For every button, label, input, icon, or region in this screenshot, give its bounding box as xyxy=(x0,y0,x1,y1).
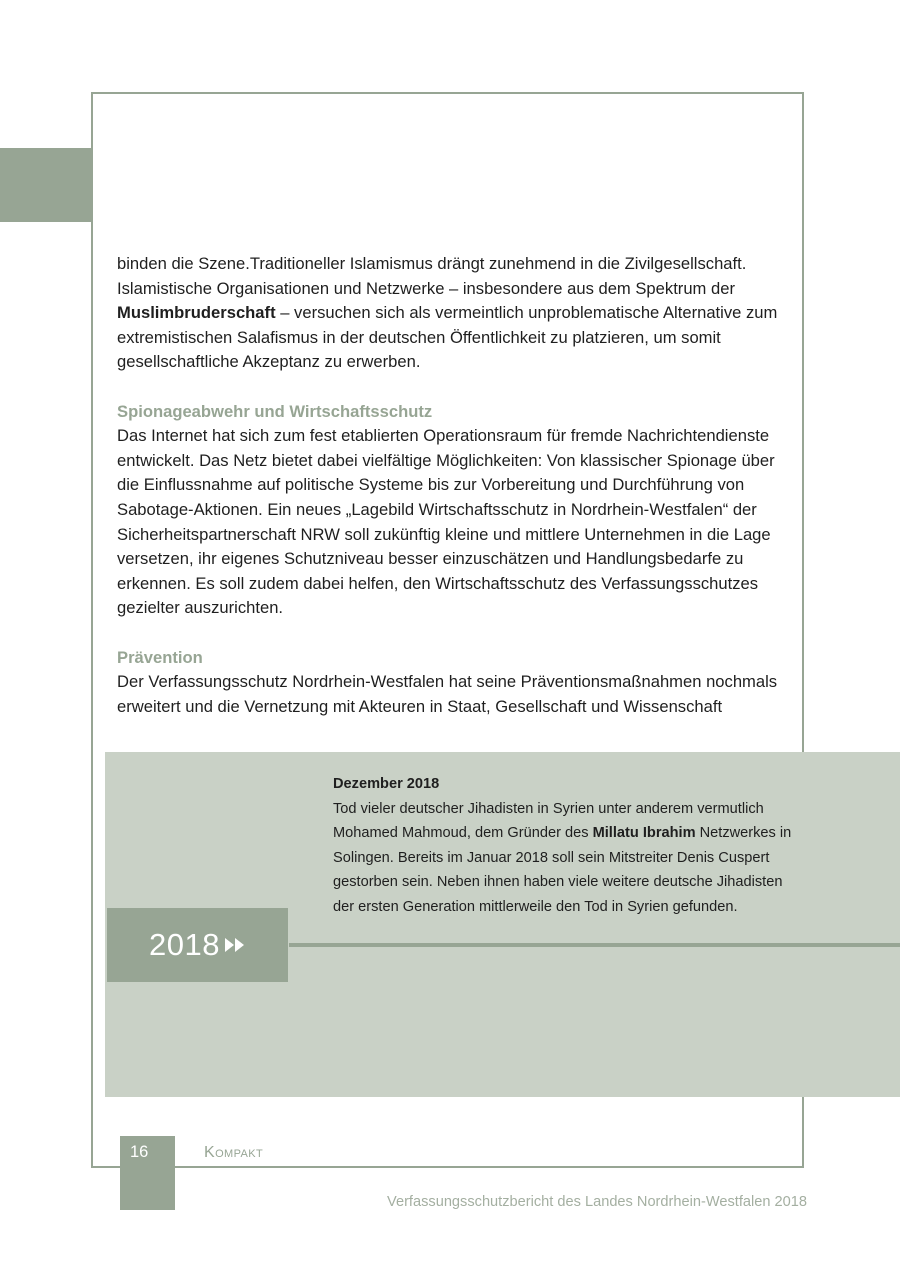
timeline-line xyxy=(289,943,900,947)
paragraph-spionageabwehr: Das Internet hat sich zum fest etablierten Operationsraum für fremde Nachrichtendienste entwickelt. Das Netz bietet dabei vielfältige Möglichkeiten: Von klassischer Spionage über die Einflussnahme auf politische Systeme bis zur Vorbereitung und Durchführung von Sabotage-Aktionen. Ein neues „Lagebild Wirtschaftsschutz in Nordrhein-Westfalen“ der Sicherheitspartnerschaft NRW soll zukünftig kleine und mittlere Unternehmen in die Lage versetzen, ihr eigenes Schutzniveau besser einzuschätzen und Handlungsbedarfe zu erkennen. Es soll zudem dabei helfen, den Wirtschaftsschutz des Verfassungsschutzes gezielter auszurichten. xyxy=(117,426,775,618)
timeline-description-end: Netzwerkes in Solingen. Bereits im Januar 2018 soll sein Mitstreiter Denis Cuspert gestorben sein. Neben ihnen haben viele weitere deutsche Jihadisten der ersten Generation mittlerweile den Tod in Syrien gefunden. xyxy=(333,825,792,915)
year-tab xyxy=(107,908,288,982)
timeline-entry xyxy=(333,772,803,920)
year-label: 2018 xyxy=(149,927,220,962)
timeline-description-start: Tod vieler deutscher Jihadisten in Syrien unter anderem vermutlich Mohamed Mahmoud, dem Gründer des xyxy=(333,800,764,842)
paragraph-islamism-bold: Muslimbruderschaft xyxy=(117,303,276,323)
section-label: Kompakt xyxy=(204,1144,264,1161)
paragraph-islamism-text-end: – versuchen sich als vermeintlich unproblematische Alternative zum extremistischen Salafismus in der deutschen Öffentlichkeit zu platzieren, um somit gesellschaftliche Akzeptanz zu erwerben. xyxy=(117,303,778,372)
timeline-description xyxy=(333,797,803,920)
main-text xyxy=(117,252,793,719)
heading-spionageabwehr: Spionageabwehr und Wirtschaftsschutz xyxy=(117,401,433,421)
spacer xyxy=(117,621,793,646)
publication-title: Verfassungsschutzbericht des Landes Nordrhein-Westfalen 2018 xyxy=(387,1194,807,1210)
paragraph-islamism xyxy=(117,252,793,375)
page-number: 16 xyxy=(130,1143,149,1161)
paragraph-praevention: Der Verfassungsschutz Nordrhein-Westfalen hat seine Präventionsmaßnahmen nochmals erweitert und die Vernetzung mit Akteuren in Staat, Gesellschaft und Wissenschaft xyxy=(117,672,778,716)
fast-forward-icon xyxy=(224,937,246,953)
heading-praevention: Prävention xyxy=(117,647,203,667)
spacer xyxy=(117,375,793,400)
paragraph-islamism-text-start: binden die Szene.Traditioneller Islamismus drängt zunehmend in die Zivilgesellschaft. Islamistische Organisationen und Netzwerke – insbesondere aus dem Spektrum der xyxy=(117,254,747,298)
timeline-date: Dezember 2018 xyxy=(333,776,440,792)
timeline-description-bold: Millatu Ibrahim xyxy=(592,825,696,842)
side-tab-decoration xyxy=(0,148,92,222)
